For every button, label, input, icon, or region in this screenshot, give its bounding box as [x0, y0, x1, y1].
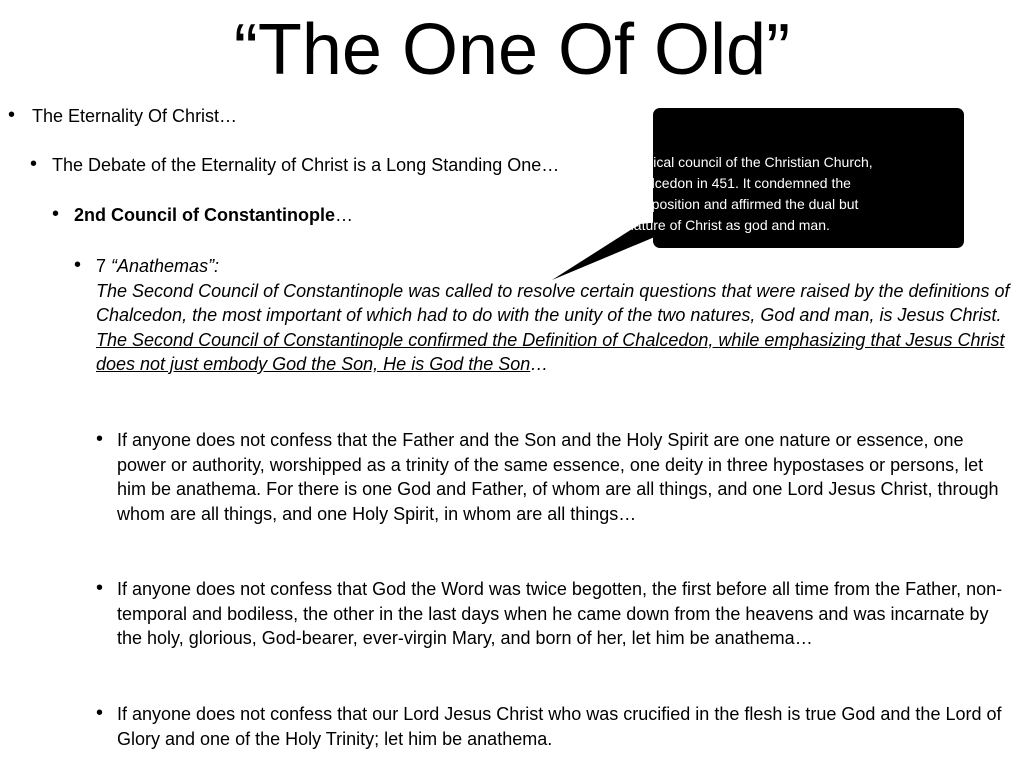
council-ellipsis: … [334, 205, 353, 225]
bullet-level1: • [8, 104, 16, 126]
council-name: 2nd Council of Constantinople [74, 205, 335, 225]
bullet-text-level2: The Debate of the Eternality of Christ is a Long Standing One… [52, 155, 560, 175]
anathema-item-1: If anyone does not confess that the Father and the Son and the Holy Spirit are one nature or essence, one power or authority, worshipped as a trinity of the same essence, one deity in three hypostases or persons, let him be anathema. For there is one God and Father, of whom are all things, and one Lord Jesus Christ, through whom are all things, and one Holy Spirit, in whom are all things… [117, 430, 999, 524]
anathema-item-2: If anyone does not confess that God the Word was twice begotten, the first before all time from the Father, non- temporal and bodiless, the other in the last days when he came down from the heavens and was incarnate by the holy, glorious, God-bearer, ever-virgin Mary, and born of her, let him be anathema… [117, 579, 1003, 648]
callout-overlay-text: One [562, 155, 595, 174]
bullet-text-level1: The Eternality Of Christ… [32, 106, 238, 126]
bullet-level5-3: • [96, 702, 104, 724]
bullet-level3: • [52, 203, 60, 225]
anathemas-label: “Anathemas”: [111, 256, 220, 276]
anathema-count: 7 [96, 256, 112, 276]
description-ellipsis: … [530, 354, 549, 374]
anathema-item-3: If anyone does not confess that our Lord Jesus Christ who was crucified in the flesh is true God and the Lord of Glory and one of the Holy Trinity; let him be anathema. [117, 704, 1002, 749]
callout-text: menical council of the Christian Church, Chalcedon in 451. It condemned the site position and affirmed the dual but nature of Christ as god and man. [626, 154, 873, 233]
bullet-level2: • [30, 153, 38, 175]
bullet-level4: • [74, 254, 82, 276]
bullet-level5-1: • [96, 428, 104, 450]
bullet-level5-2: • [96, 577, 104, 599]
council-confirmation: The Second Council of Constantinople confirmed the Definition of Chalcedon, while emphasizing that Jesus Christ does not just embody God the Son, He is God the Son [96, 329, 1005, 374]
slide-title: “The One Of Old” [233, 10, 791, 90]
council-description: The Second Council of Constantinople was called to resolve certain questions that were raised by the definitions of Chalcedon, the most important of which had to do with the unity of the two natures, God and man, is Jesus Christ. [96, 280, 1010, 325]
